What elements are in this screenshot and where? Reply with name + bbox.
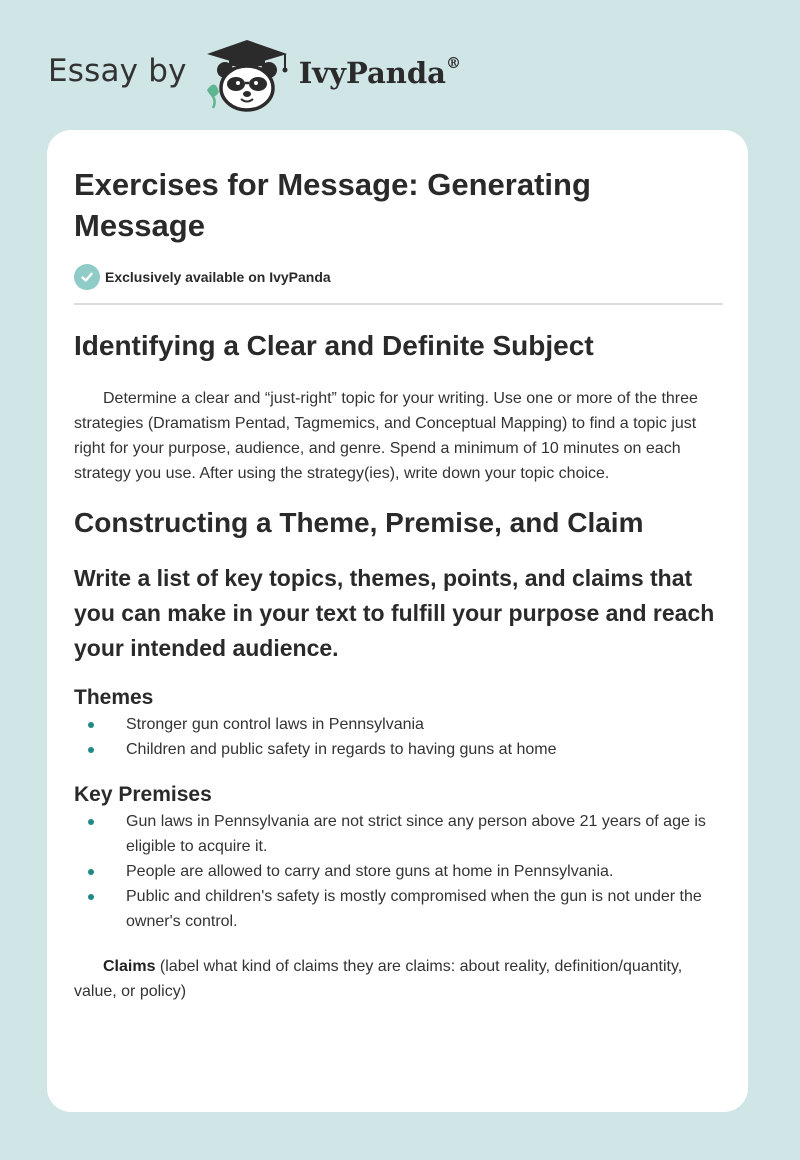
- theme-subheading: Write a list of key topics, themes, points, and claims that you can make in your text to fulfill your purpose and reach your intended audience.: [74, 565, 715, 661]
- exclusive-badge: [74, 263, 723, 291]
- registered-mark: ®: [445, 54, 461, 72]
- list-item: [74, 859, 723, 884]
- list-item: [74, 712, 723, 737]
- list-item: [74, 809, 723, 859]
- title-divider: [74, 303, 723, 305]
- list-item-text: People are allowed to carry and store guns at home in Pennsylvania.: [126, 863, 614, 880]
- claims-paragraph: [74, 954, 723, 1004]
- site-header: [48, 34, 461, 114]
- claims-label: Claims: [103, 958, 156, 975]
- themes-heading: Themes: [74, 686, 154, 709]
- brand-text: IvyPanda: [298, 56, 446, 90]
- list-item: [74, 737, 723, 762]
- subject-paragraph: Determine a clear and “just-right” topic for your writing. Use one or more of the three strategies (Dramatism Pentad, Tagmemics, and Conceptual Mapping) to find a topic just right for your purpose, audience, and genre. Spend a minimum of 10 minutes on each strategy you use. After using the strategy(ies), write down your topic choice.: [74, 390, 698, 482]
- list-item: [74, 884, 723, 934]
- document-title: Exercises for Message: Generating Message: [74, 167, 591, 243]
- check-circle-icon: [74, 264, 100, 290]
- bullet-icon: [88, 894, 94, 900]
- document-body: [74, 164, 723, 1004]
- list-item-text: Children and public safety in regards to having guns at home: [126, 741, 557, 758]
- bullet-icon: [88, 747, 94, 753]
- bullet-icon: [88, 722, 94, 728]
- premises-list: [74, 809, 723, 934]
- document-card: [47, 130, 748, 1112]
- list-item-text: Stronger gun control laws in Pennsylvania: [126, 716, 424, 733]
- brand-name[interactable]: [299, 56, 461, 90]
- list-item-text: Gun laws in Pennsylvania are not strict since any person above 21 years of age is eligible to acquire it.: [126, 813, 706, 855]
- panda-graduate-logo-icon[interactable]: [201, 34, 293, 114]
- essay-by-label: Essay by: [48, 53, 187, 89]
- premises-heading: Key Premises: [74, 783, 212, 806]
- bullet-icon: [88, 869, 94, 875]
- claims-text: (label what kind of claims they are claims: about reality, definition/quantity, value, or policy): [74, 958, 683, 1000]
- bullet-icon: [88, 819, 94, 825]
- section-heading-subject: Identifying a Clear and Definite Subject: [74, 330, 594, 361]
- themes-list: [74, 712, 723, 762]
- list-item-text: Public and children's safety is mostly compromised when the gun is not under the owner's control.: [126, 888, 702, 930]
- section-heading-theme: Constructing a Theme, Premise, and Claim: [74, 507, 644, 538]
- exclusive-label: Exclusively available on IvyPanda: [105, 269, 331, 285]
